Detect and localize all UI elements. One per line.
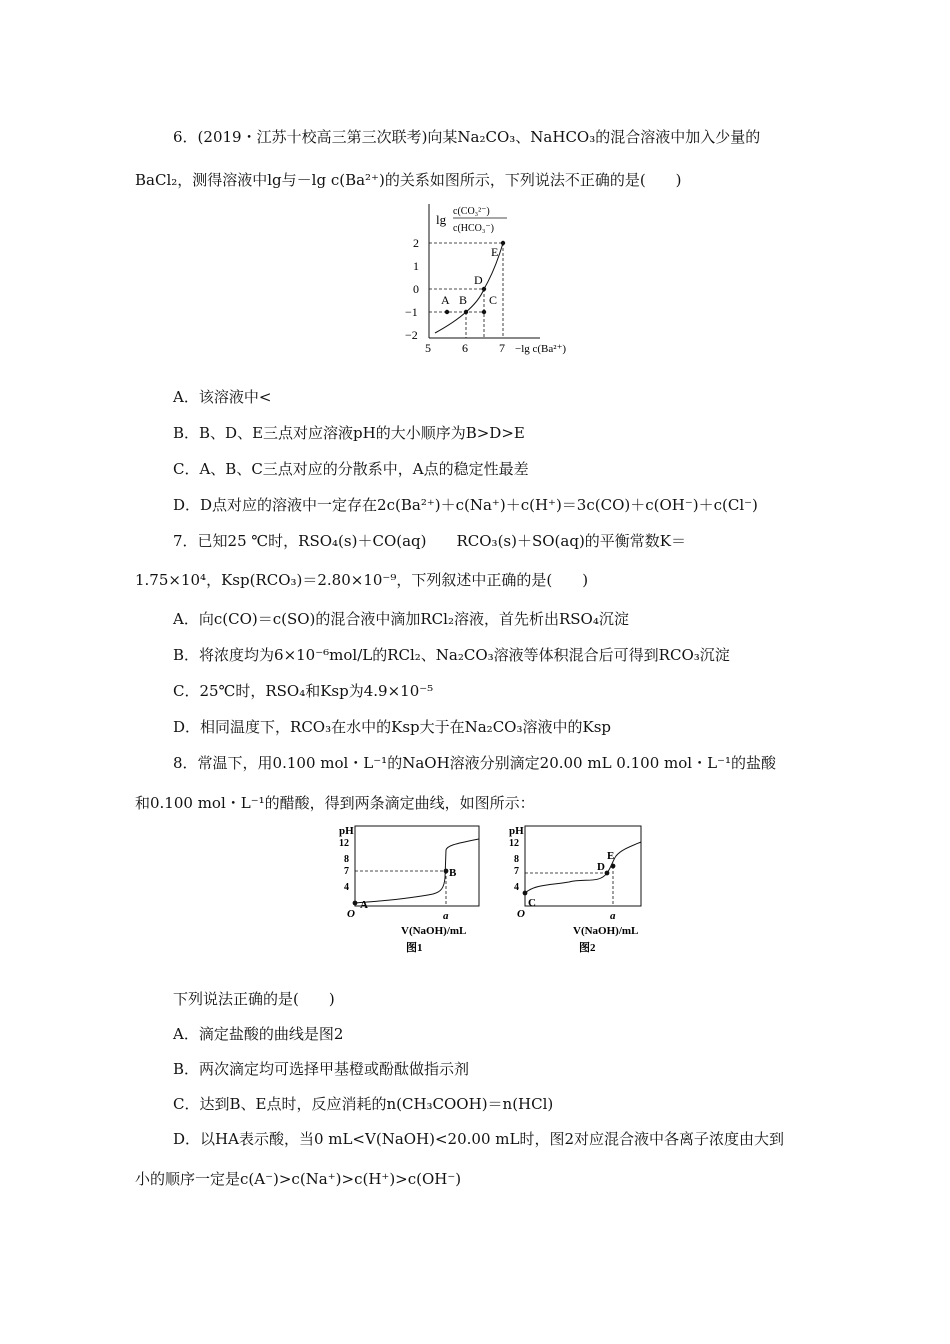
fig1-point-a (445, 310, 449, 314)
q8-figure-1 (333, 820, 493, 960)
fig1-point-c (482, 310, 486, 314)
fig3-label-e: E (607, 850, 615, 862)
fig2-point-b (444, 869, 449, 874)
fig3-point-e (611, 864, 616, 869)
fig1-ylabel-num: c(CO₃²⁻) (453, 206, 490, 217)
fig3-label-c: C (528, 897, 536, 909)
fig3-xtick-a: a (610, 910, 616, 922)
fig3-label-d: D (597, 861, 605, 873)
fig2-xtick-a: a (443, 910, 449, 922)
fig1-ytick-m2: −2 (405, 328, 418, 342)
fig3-curve (525, 842, 641, 893)
fig1-point-d (482, 287, 486, 291)
q6-option-d: D．D点对应的溶液中一定存在2c(Ba²⁺)＋c(Na⁺)＋c(H⁺)＝3c(CO)＋c(OH⁻)＋c(Cl⁻) (173, 496, 758, 514)
fig1-ylabel-den: c(HCO₃⁻) (453, 223, 494, 234)
q8-prompt: 下列说法正确的是( ) (173, 990, 335, 1008)
q8-option-d-line2: 小的顺序一定是c(A⁻)>c(Na⁺)>c(H⁺)>c(OH⁻) (135, 1170, 462, 1188)
fig2-frame (355, 826, 479, 906)
q6-option-b: B．B、D、E三点对应溶液pH的大小顺序为B>D>E (173, 424, 525, 442)
fig3-origin: O (517, 908, 525, 920)
fig2-ylabel: pH (339, 825, 354, 837)
fig3-xlabel: V(NaOH)/mL (573, 925, 639, 937)
fig1-ylabel-prefix: lg (436, 212, 447, 227)
q8-option-b: B．两次滴定均可选择甲基橙或酚酞做指示剂 (173, 1060, 470, 1078)
q8-option-c: C．达到B、E点时，反应消耗的n(CH₃COOH)＝n(HCl) (173, 1095, 554, 1113)
q7-option-d: D．相同温度下，RCO₃在水中的Ksp大于在Na₂CO₃溶液中的Ksp (173, 718, 611, 736)
fig1-ytick-0: 0 (413, 282, 419, 296)
fig3-point-c (523, 891, 528, 896)
fig1-xtick-5: 5 (425, 341, 431, 355)
q8-stem-line2: 和0.100 mol・L⁻¹的醋酸，得到两条滴定曲线，如图所示： (135, 794, 535, 812)
fig1-ytick-2: 2 (413, 236, 419, 250)
fig2-ytick-8: 8 (344, 854, 349, 865)
fig2-ytick-4: 4 (344, 882, 349, 893)
fig1-point-b (464, 310, 468, 314)
fig1-label-b: B (459, 293, 468, 307)
fig2-origin: O (347, 908, 355, 920)
q8-option-a: A．滴定盐酸的曲线是图2 (173, 1025, 344, 1043)
fig1-ytick-1: 1 (413, 259, 419, 273)
fig2-label-b: B (449, 867, 457, 879)
fig1-label-e: E (491, 245, 499, 259)
fig1-point-e (501, 241, 505, 245)
fig3-point-d (605, 871, 610, 876)
q8-option-d-line1: D．以HA表示酸，当0 mL<V(NaOH)<20.00 mL时，图2对应混合液中各离子浓度由大到 (173, 1130, 784, 1148)
fig3-ytick-4: 4 (514, 882, 519, 893)
fig1-ytick-m1: −1 (405, 305, 418, 319)
fig2-xlabel: V(NaOH)/mL (401, 925, 467, 937)
fig2-label-a: A (360, 899, 368, 911)
q7-option-c: C．25℃时，RSO₄和Ksp为4.9×10⁻⁵ (173, 682, 434, 700)
q7-option-a: A．向c(CO)＝c(SO)的混合液中滴加RCl₂溶液，首先析出RSO₄沉淀 (173, 610, 629, 628)
fig1-xtick-6: 6 (462, 341, 468, 355)
q8-figure-2 (503, 820, 663, 960)
fig1-xlabel: −lg c(Ba²⁺) (515, 343, 567, 355)
q6-stem-line2: BaCl₂，测得溶液中lg与－lg c(Ba²⁺)的关系如图所示，下列说法不正确的是( ) (135, 171, 682, 189)
fig3-ytick-7: 7 (514, 866, 519, 877)
q6-figure (395, 200, 595, 360)
q7-stem-line1: 7．已知25 ℃时，RSO₄(s)＋CO(aq) RCO₃(s)＋SO(aq)的平衡常数K＝ (173, 532, 686, 550)
fig3-ylabel: pH (509, 825, 524, 837)
fig2-point-a (353, 901, 358, 906)
fig1-label-a: A (441, 293, 450, 307)
fig3-caption: 图2 (579, 942, 596, 954)
q6-stem-line1: 6．(2019・江苏十校高三第三次联考)向某Na₂CO₃、NaHCO₃的混合溶液中加入少量的 (173, 128, 761, 146)
q8-stem-line1: 8．常温下，用0.100 mol・L⁻¹的NaOH溶液分别滴定20.00 mL 0.100 mol・L⁻¹的盐酸 (173, 754, 776, 772)
fig1-label-d: D (474, 273, 483, 287)
q7-option-b: B．将浓度均为6×10⁻⁶mol/L的RCl₂、Na₂CO₃溶液等体积混合后可得到RCO₃沉淀 (173, 646, 730, 664)
fig2-ytick-7: 7 (344, 866, 349, 877)
fig2-ytick-12: 12 (339, 838, 349, 849)
fig2-caption: 图1 (406, 942, 423, 954)
q6-option-a: A．该溶液中< (173, 388, 272, 406)
fig3-ytick-12: 12 (509, 838, 519, 849)
q7-stem-line2: 1.75×10⁴，Ksp(RCO₃)＝2.80×10⁻⁹，下列叙述中正确的是( ) (135, 571, 589, 589)
fig3-ytick-8: 8 (514, 854, 519, 865)
fig1-xtick-7: 7 (499, 341, 505, 355)
q6-option-c: C．A、B、C三点对应的分散系中，A点的稳定性最差 (173, 460, 529, 478)
fig3-frame (525, 826, 641, 906)
fig1-label-c: C (489, 293, 498, 307)
